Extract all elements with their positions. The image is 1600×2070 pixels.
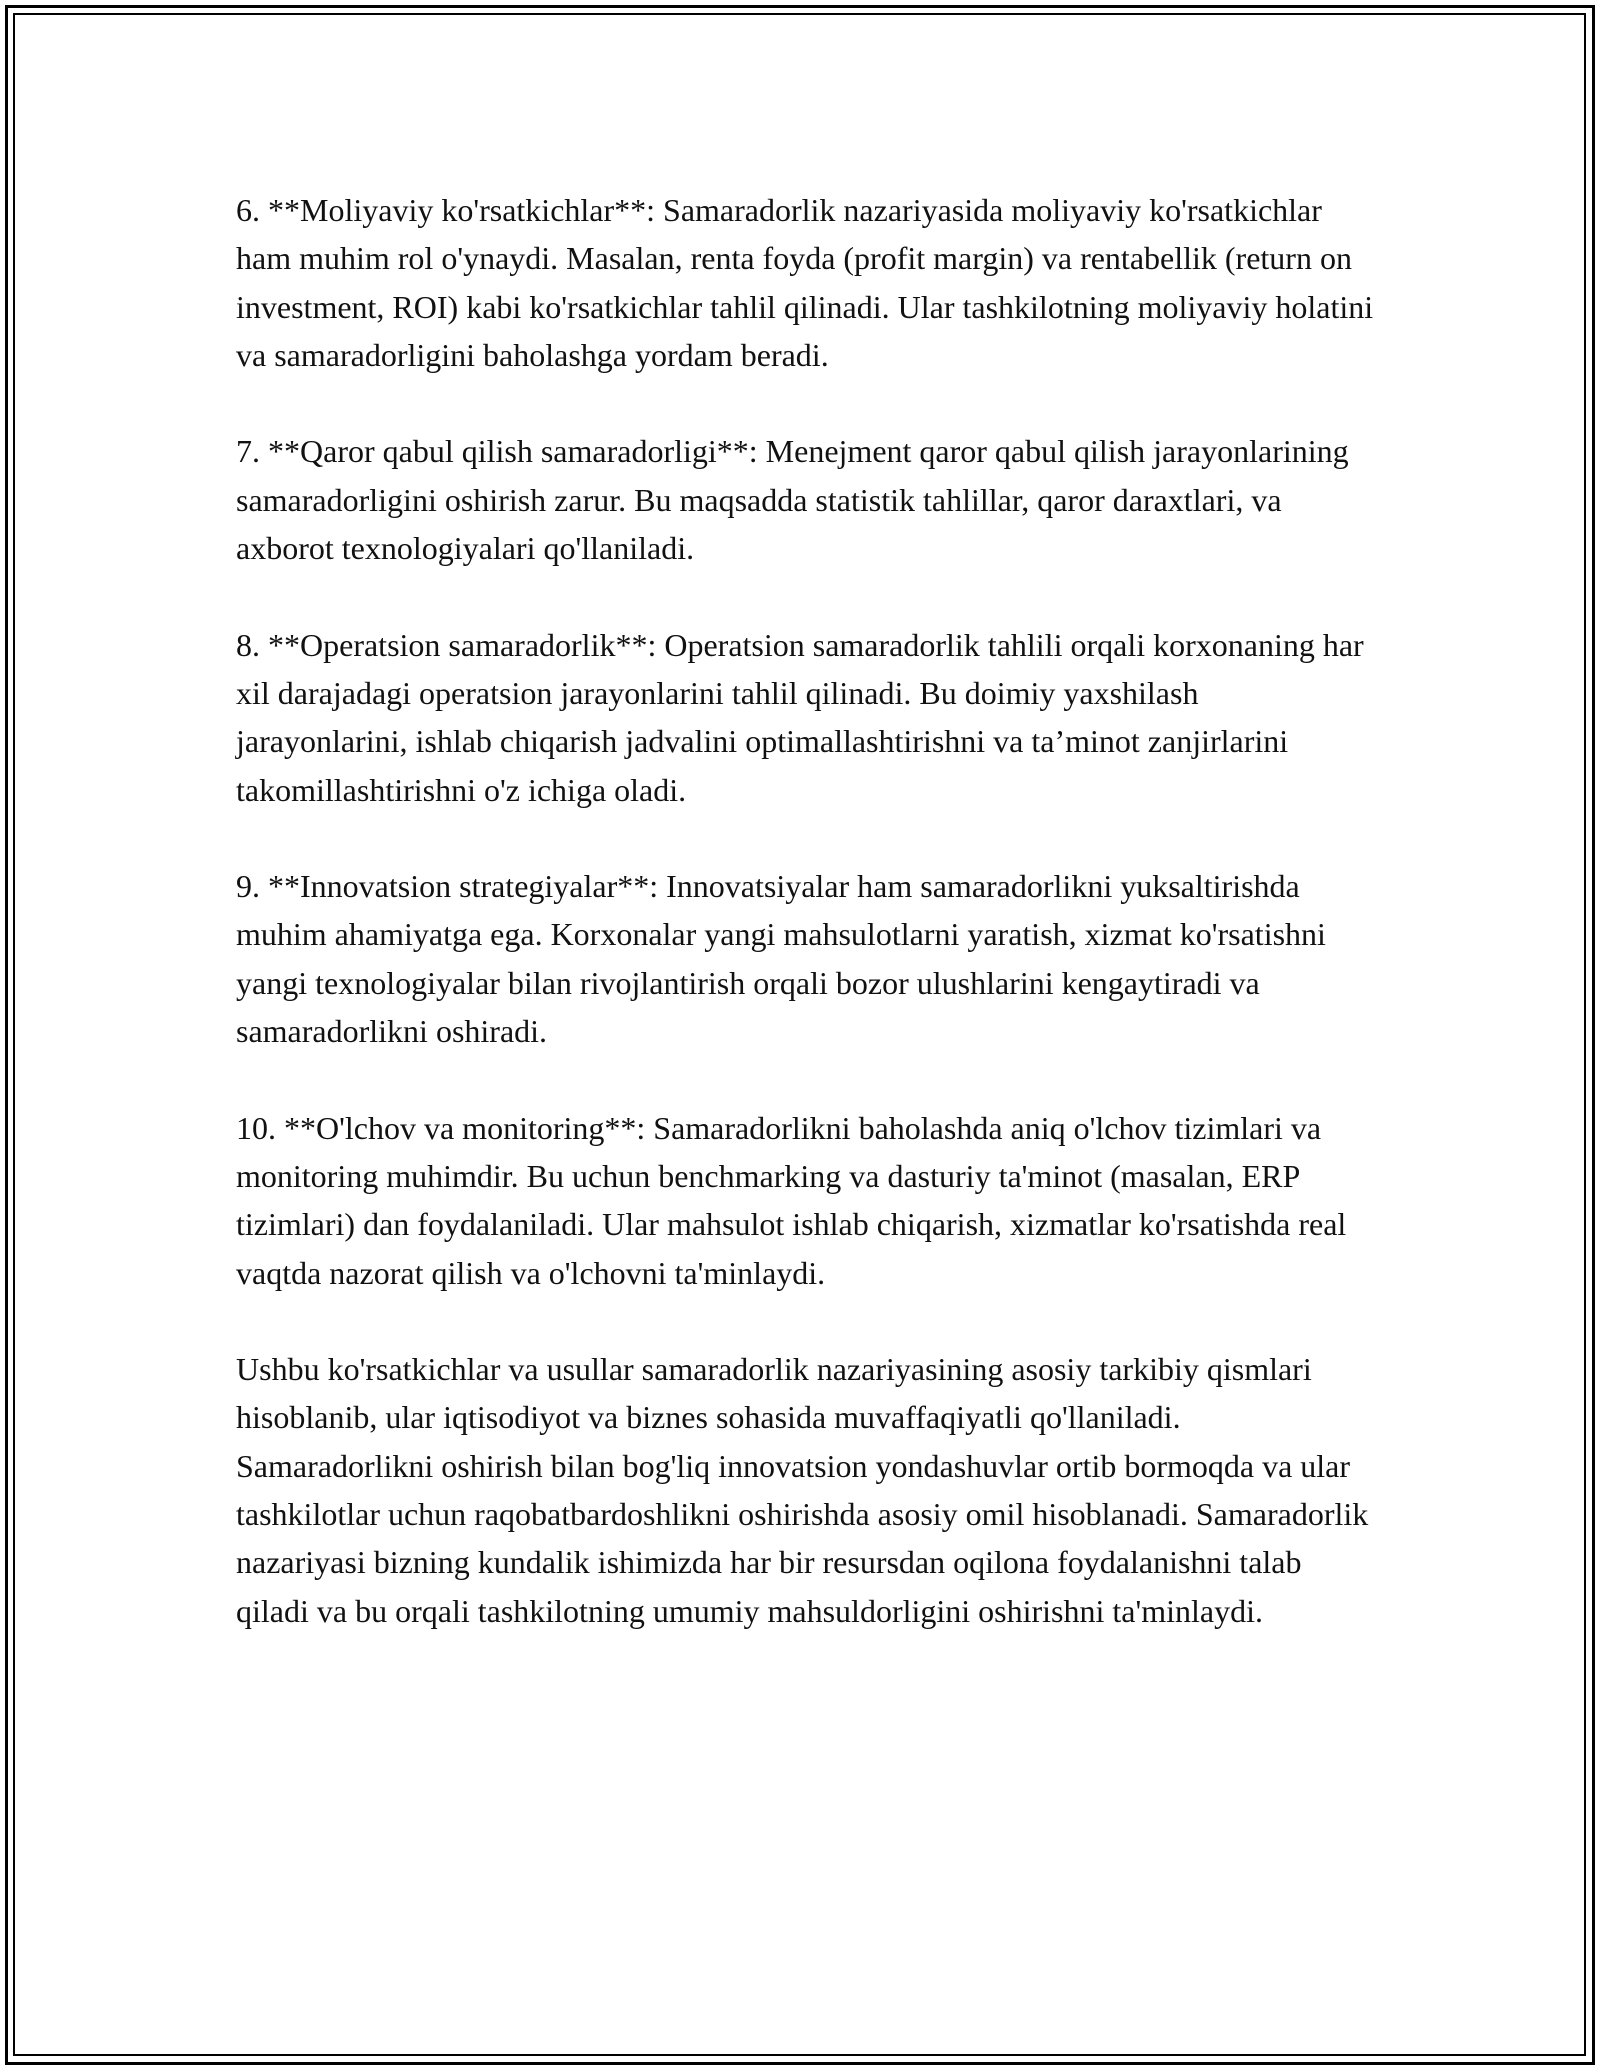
paragraph-measurement-monitoring: 10. **O'lchov va monitoring**: Samaradorlikni baholashda aniq o'lchov tizimlari va monitoring muhimdir. Bu uchun benchmarking va dasturiy ta'minot (masalan, ERP tizimlari) dan foydalaniladi. Ular mahsulot ishlab chiqarish, xizmatlar ko'rsatishda real vaqtda nazorat qilish va o'lchovni ta'minlaydi. — [236, 1109, 1347, 1291]
paragraph-decision-efficiency: 7. **Qaror qabul qilish samaradorligi**: Menejment qaror qabul qilish jarayonlarining samaradorligini oshirish zarur. Bu maqsadda statistik tahlillar, qaror daraxtlari, va axborot texnologiyalari qo'llaniladi. — [236, 433, 1349, 567]
paragraph-conclusion: Ushbu ko'rsatkichlar va usullar samaradorlik nazariyasining asosiy tarkibiy qismlari hisoblanib, ular iqtisodiyot va biznes sohasida muvaffaqiyatli qo'llaniladi. Samaradorlikni oshirish bilan bog'liq innovatsion yondashuvlar ortib bormoqda va ular tashkilotlar uchun raqobatbardoshlikni oshirishda asosiy omil hisoblanadi. Samaradorlik nazariyasi bizning kundalik ishimizda har bir resursdan oqilona foydalanishni talab qiladi va bu orqali tashkilotning umumiy mahsuldorligini oshirishni ta'minlaydi. — [236, 1351, 1369, 1629]
paragraph-innovation-strategies: 9. **Innovatsion strategiyalar**: Innovatsiyalar ham samaradorlikni yuksaltirishda muhim ahamiyatga ega. Korxonalar yangi mahsulotlarni yaratish, xizmat ko'rsatishni yangi texnologiyalar bilan rivojlantirish orqali bozor ulushlarini kengaytiradi va samaradorlikni oshiradi. — [236, 868, 1326, 1050]
paragraph-operational-efficiency: 8. **Operatsion samaradorlik**: Operatsion samaradorlik tahlili orqali korxonaning har xil darajadagi operatsion jarayonlarini tahlil qilinadi. Bu doimiy yaxshilash jarayonlarini, ishlab chiqarish jadvalini optimallashtirishni va ta’minot zanjirlarini takomillashtirishni o'z ichiga oladi. — [236, 626, 1364, 808]
document-body — [236, 186, 1376, 1635]
paragraph-financial-indicators: 6. **Moliyaviy ko'rsatkichlar**: Samaradorlik nazariyasida moliyaviy ko'rsatkichlar ham muhim rol o'ynaydi. Masalan, renta foyda (profit margin) va rentabellik (return on investment, ROI) kabi ko'rsatkichlar tahlil qilinadi. Ular tashkilotning moliyaviy holatini va samaradorligini baholashga yordam beradi. — [236, 192, 1374, 373]
